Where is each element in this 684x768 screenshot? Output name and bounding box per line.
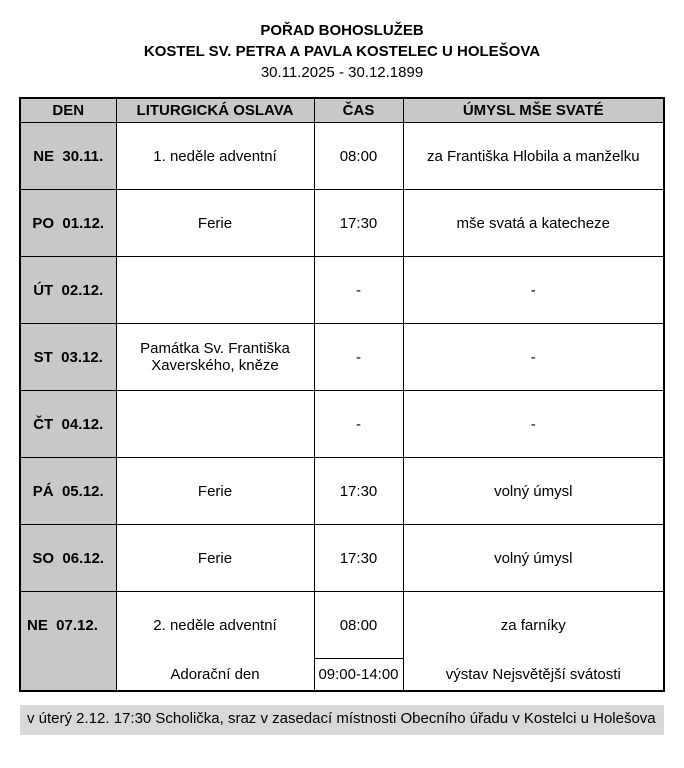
day-cell: ST 03.12. [20,324,116,391]
time-cell: - [314,324,403,391]
column-header-den: DEN [20,98,116,123]
day-label: NE 07.12. [27,617,98,634]
intention-main: za farníky [500,617,566,634]
celebration-cell [116,391,314,458]
celebration-cell [116,257,314,324]
time-cell: - [314,257,403,324]
intention-cell: - [403,257,664,324]
day-cell: PO 01.12. [20,190,116,257]
celebration-cell: 1. neděle adventní [116,123,314,190]
intention-cell: - [403,391,664,458]
celebration-cell [116,592,314,692]
day-cell: PÁ 05.12. [20,458,116,525]
time-cell: 17:30 [314,458,403,525]
celebration-stack [117,592,314,690]
time-cell: - [314,391,403,458]
schedule-table [19,97,665,692]
column-header-liturgicka-oslava: LITURGICKÁ OSLAVA [116,98,314,123]
celebration-cell: Památka Sv. Františka Xaverského, kněze [116,324,314,391]
time-cell: 17:30 [314,190,403,257]
time-main: 08:00 [339,616,378,634]
celebration-main: 2. neděle adventní [153,617,277,634]
day-cell: NE 30.11. [20,123,116,190]
date-range: 30.11.2025 - 30.12.1899 [260,64,424,81]
table-row [20,257,664,324]
intention-cell: - [403,324,664,391]
time-cell: 08:00 [314,123,403,190]
intention-cell: mše svatá a katecheze [403,190,664,257]
day-cell [20,592,116,692]
table-row [20,525,664,592]
time-cell [314,592,403,692]
celebration-cell: Ferie [116,190,314,257]
page-subtitle: KOSTEL SV. PETRA A PAVLA KOSTELEC U HOLEŠOVA [143,43,541,60]
day-cell: SO 06.12. [20,525,116,592]
table-row [20,190,664,257]
intention-secondary: výstav Nejsvětější svátosti [445,666,621,683]
intention-cell: volný úmysl [403,458,664,525]
table-row [20,123,664,190]
day-cell: ČT 04.12. [20,391,116,458]
column-header-cas: ČAS [314,98,403,123]
intention-cell: za Františka Hlobila a manželku [403,123,664,190]
page-title: POŘAD BOHOSLUŽEB [260,22,424,39]
intention-cell [403,592,664,692]
table-row [20,458,664,525]
table-row [20,324,664,391]
time-secondary: 09:00-14:00 [315,658,403,690]
intention-cell: volný úmysl [403,525,664,592]
celebration-cell: Ferie [116,525,314,592]
footer-note: v úterý 2.12. 17:30 Scholička, sraz v zasedací místnosti Obecního úřadu v Kostelci u Holešova [20,705,664,735]
intention-stack [404,592,664,690]
day-cell-stack [21,592,116,690]
celebration-cell: Ferie [116,458,314,525]
title-block [0,20,684,83]
table-row [20,391,664,458]
table-row [20,592,664,692]
day-cell-spacer [21,659,116,690]
time-stack [315,592,403,690]
time-cell: 17:30 [314,525,403,592]
column-header-umysl: ÚMYSL MŠE SVATÉ [403,98,664,123]
header-row [20,98,664,123]
day-cell: ÚT 02.12. [20,257,116,324]
celebration-secondary: Adorační den [170,666,260,683]
